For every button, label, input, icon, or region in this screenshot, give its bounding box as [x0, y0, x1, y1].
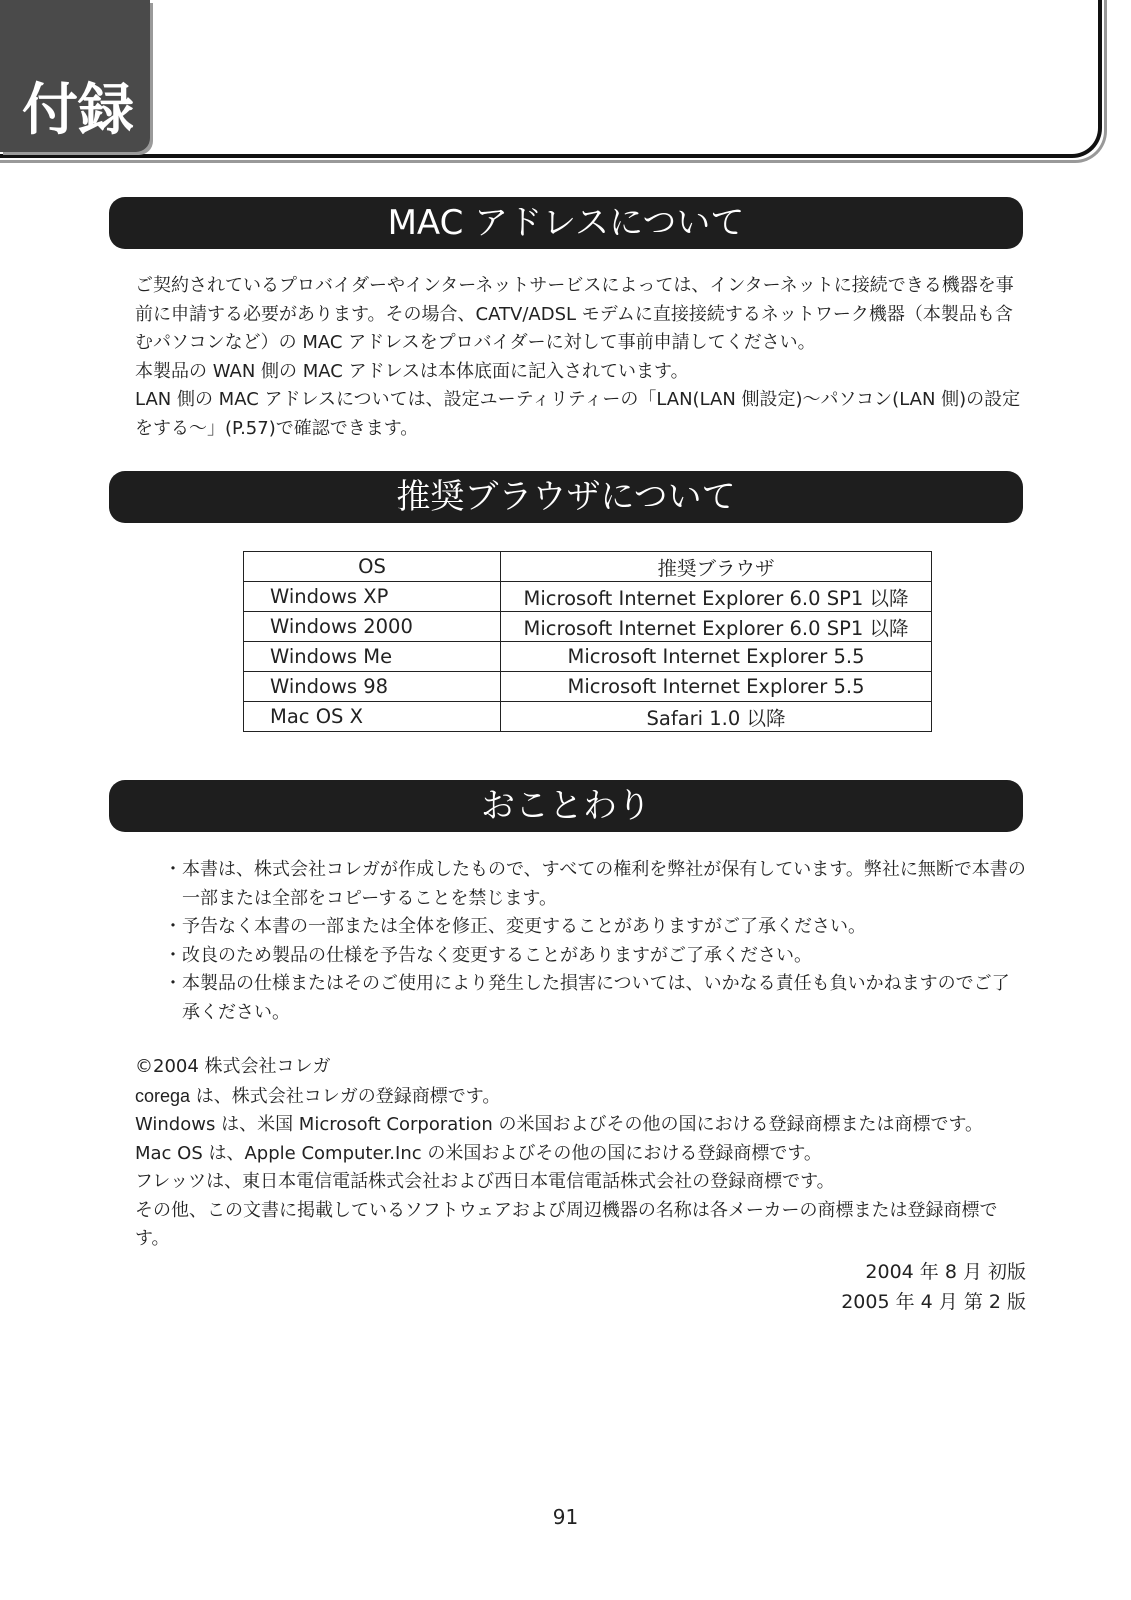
notice-text: 改良のため製品の仕様を予告なく変更することがありますがご了承ください。: [182, 944, 812, 966]
table-cell-browser: Microsoft Internet Explorer 5.5: [501, 642, 932, 672]
table-row: [244, 702, 932, 732]
table-cell-browser: Microsoft Internet Explorer 6.0 SP1 以降: [501, 612, 932, 642]
table-row: [244, 672, 932, 702]
table-cell-os: Mac OS X: [244, 702, 501, 732]
copyright-block: [135, 1053, 1025, 1254]
list-item: [160, 856, 1026, 913]
edition-first: 2004 年 8 月 初版: [865, 1261, 1026, 1283]
section-header-browser: [109, 471, 1023, 523]
list-item: [160, 913, 1026, 942]
section-title-notice: おことわり: [481, 786, 651, 826]
corega-wordmark: corega: [135, 1085, 191, 1106]
page-number: 91: [552, 1505, 579, 1529]
table-cell-os: Windows Me: [244, 642, 501, 672]
mac-address-text: [135, 272, 1025, 443]
table-cell-os: Windows 2000: [244, 612, 501, 642]
table-cell-os: Windows XP: [244, 582, 501, 612]
notice-text: 本製品の仕様またはそのご使用により発生した損害については、いかなる責任も負いかねますのでご了承ください。: [182, 973, 1010, 1023]
bullet: ・: [164, 973, 182, 994]
table-row: [244, 582, 932, 612]
header-frame: [0, 0, 1102, 158]
section-title-mac-address: MAC アドレスについて: [387, 203, 745, 243]
edition-info: [841, 1257, 1026, 1317]
notice-text: 本書は、株式会社コレガが作成したもので、すべての権利を弊社が保有しています。弊社に無断で本書の一部または全部をコピーすることを禁じます。: [182, 859, 1026, 909]
table-row: [244, 612, 932, 642]
browser-table: [243, 551, 932, 732]
table-cell-browser: Microsoft Internet Explorer 5.5: [501, 672, 932, 702]
section-title-browser: 推奨ブラウザについて: [396, 477, 736, 517]
trademark-line: フレッツは、東日本電信電話株式会社および西日本電信電話株式会社の登録商標です。: [135, 1171, 835, 1192]
mac-paragraph: 本製品の WAN 側の MAC アドレスは本体底面に記入されています。: [135, 360, 689, 382]
trademark-text: は、株式会社コレガの登録商標です。: [190, 1085, 501, 1107]
list-item: [160, 942, 1026, 971]
mac-paragraph: LAN 側の MAC アドレスについては、設定ユーティリティーの「LAN(LAN 側設定)～パソコン(LAN 側)の設定をする～」(P.57)で確認できます。: [135, 389, 1021, 439]
bullet: ・: [164, 944, 182, 966]
table-header-row: [244, 552, 932, 582]
list-item: [160, 970, 1026, 1027]
table-header-os: OS: [244, 552, 501, 582]
notice-list: [160, 856, 1026, 1027]
copyright-line: ©2004 株式会社コレガ: [135, 1056, 331, 1077]
edition-second: 2005 年 4 月 第 2 版: [841, 1291, 1026, 1313]
table-cell-browser: Microsoft Internet Explorer 6.0 SP1 以降: [501, 582, 932, 612]
bullet: ・: [164, 859, 182, 880]
section-header-mac-address: [109, 197, 1023, 249]
table-header-browser: 推奨ブラウザ: [501, 552, 932, 582]
appendix-tab-label: 付録: [22, 78, 134, 143]
section-header-notice: [109, 780, 1023, 832]
bullet: ・: [164, 916, 182, 937]
notice-text: 予告なく本書の一部または全体を修正、変更することがありますがご了承ください。: [182, 916, 866, 937]
mac-paragraph: ご契約されているプロバイダーやインターネットサービスによっては、インターネットに接続できる機器を事前に申請する必要があります。その場合、CATV/ADSL モデムに直接接続するネットワーク機器（本製品も含むパソコンなど）の MAC アドレスをプロバイダーに対して事前申請してください。: [135, 275, 1014, 353]
trademark-line: [135, 1082, 1025, 1112]
table-cell-os: Windows 98: [244, 672, 501, 702]
trademark-line: その他、この文書に掲載しているソフトウェアおよび周辺機器の名称は各メーカーの商標または登録商標です。: [135, 1199, 998, 1249]
trademark-line: Mac OS は、Apple Computer.Inc の米国およびその他の国における登録商標です。: [135, 1142, 822, 1164]
trademark-line: Windows は、米国 Microsoft Corporation の米国およびその他の国における登録商標または商標です。: [135, 1114, 984, 1135]
table-cell-browser: Safari 1.0 以降: [501, 702, 932, 732]
appendix-tab: [0, 0, 150, 152]
table-row: [244, 642, 932, 672]
